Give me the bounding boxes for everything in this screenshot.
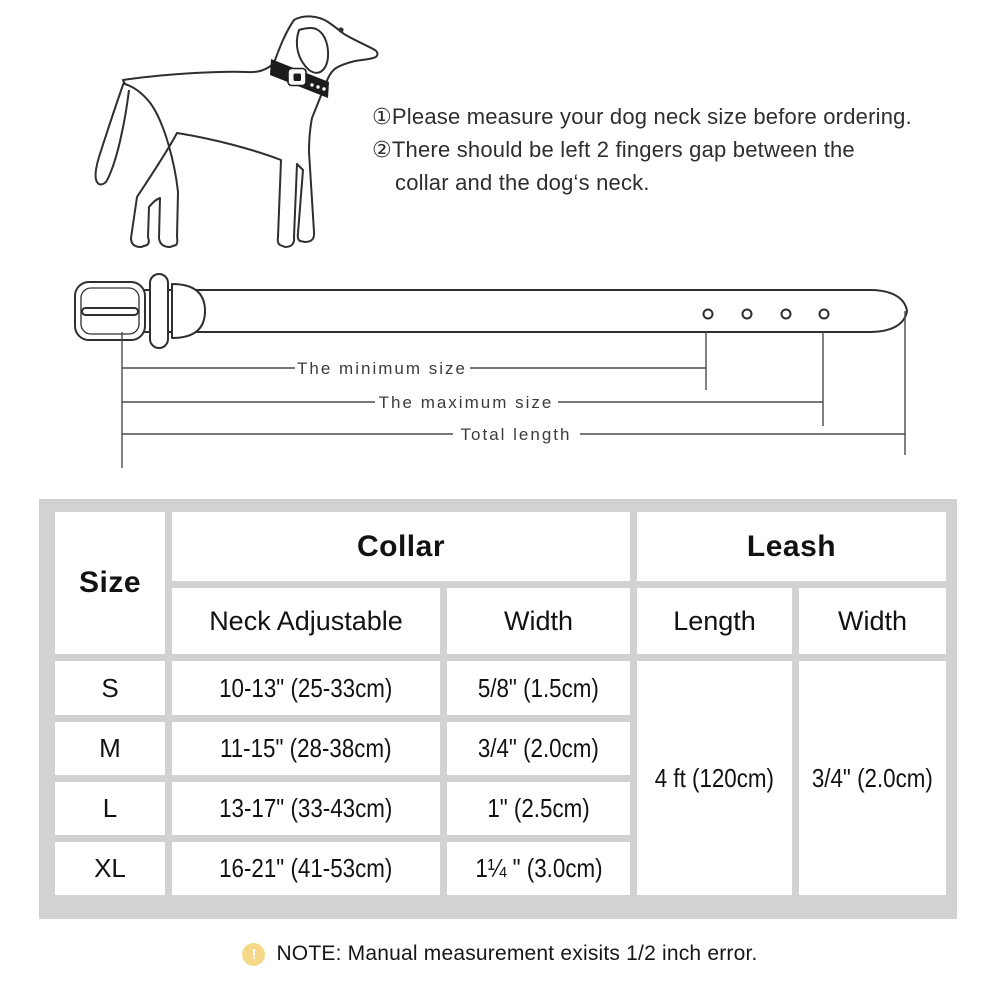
table-cell-width-m (447, 722, 630, 775)
value: 1¼ " (3.0cm) (474, 853, 603, 883)
table-cell-width-xl (447, 842, 630, 895)
table-subheader-collar-width: Width (447, 588, 630, 654)
table-row-size-s: S (55, 661, 165, 715)
dog-illustration (75, 2, 385, 255)
table-subheader-leash-width: Width (799, 588, 946, 654)
table-row-size-xl: XL (55, 842, 165, 895)
exclamation-icon: ! (242, 943, 265, 966)
instruction-line-2: ②There should be left 2 fingers gap between the (372, 137, 855, 162)
value: 10-13" (25-33cm) (219, 672, 393, 703)
collar-hole-dot (322, 87, 325, 90)
instructions (372, 100, 987, 199)
table-header-leash: Leash (637, 512, 946, 581)
total-length-label: Total length (460, 425, 572, 444)
instruction-line-1: ①Please measure your dog neck size before ordering. (372, 104, 912, 129)
collar-keeper-loop (150, 274, 168, 348)
table-cell-neck-xl (172, 842, 440, 895)
max-size-label: The maximum size (378, 393, 554, 412)
table-header-collar: Collar (172, 512, 630, 581)
collar-hole-dot (310, 83, 313, 86)
min-size-label: The minimum size (297, 359, 467, 378)
table-cell-neck-m (172, 722, 440, 775)
table-row-size-l: L (55, 782, 165, 835)
table-header-size: Size (55, 512, 165, 654)
table-cell-width-l (447, 782, 630, 835)
table-cell-neck-l (172, 782, 440, 835)
dog-eye (338, 27, 343, 32)
value: 1" (2.5cm) (487, 793, 590, 823)
value: 11-15" (28-38cm) (220, 733, 392, 763)
collar-hole (820, 310, 829, 319)
value: 13-17" (33-43cm) (219, 793, 393, 823)
collar-hole (743, 310, 752, 319)
value: 3/4" (2.0cm) (811, 762, 934, 793)
table-cell-leash-length (637, 661, 792, 895)
collar-buckle-prong (82, 308, 138, 315)
collar-hole-dot (316, 85, 319, 88)
value: 5/8" (1.5cm) (477, 672, 600, 703)
table-subheader-neck-adjustable: Neck Adjustable (172, 588, 440, 654)
dog-collar-buckle-slot (294, 74, 302, 82)
note-text: NOTE: Manual measurement exisits 1/2 inch error. (276, 942, 758, 965)
note (0, 942, 1000, 966)
collar-hole (782, 310, 791, 319)
dog-tail (96, 82, 129, 185)
table-cell-leash-width (799, 661, 946, 895)
dog-body-outline (123, 16, 377, 247)
value: 16-21" (41-53cm) (219, 853, 393, 883)
table-cell-width-s (447, 661, 630, 715)
table-subheader-leash-length: Length (637, 588, 792, 654)
value: 4 ft (120cm) (654, 762, 775, 793)
instruction-line-3: collar and the dog‘s neck. (395, 170, 650, 195)
collar-hole (704, 310, 713, 319)
value: 3/4" (2.0cm) (477, 733, 600, 763)
collar-measurement-diagram (60, 268, 940, 480)
table-row-size-m: M (55, 722, 165, 775)
table-cell-neck-s (172, 661, 440, 715)
size-table (39, 499, 957, 919)
